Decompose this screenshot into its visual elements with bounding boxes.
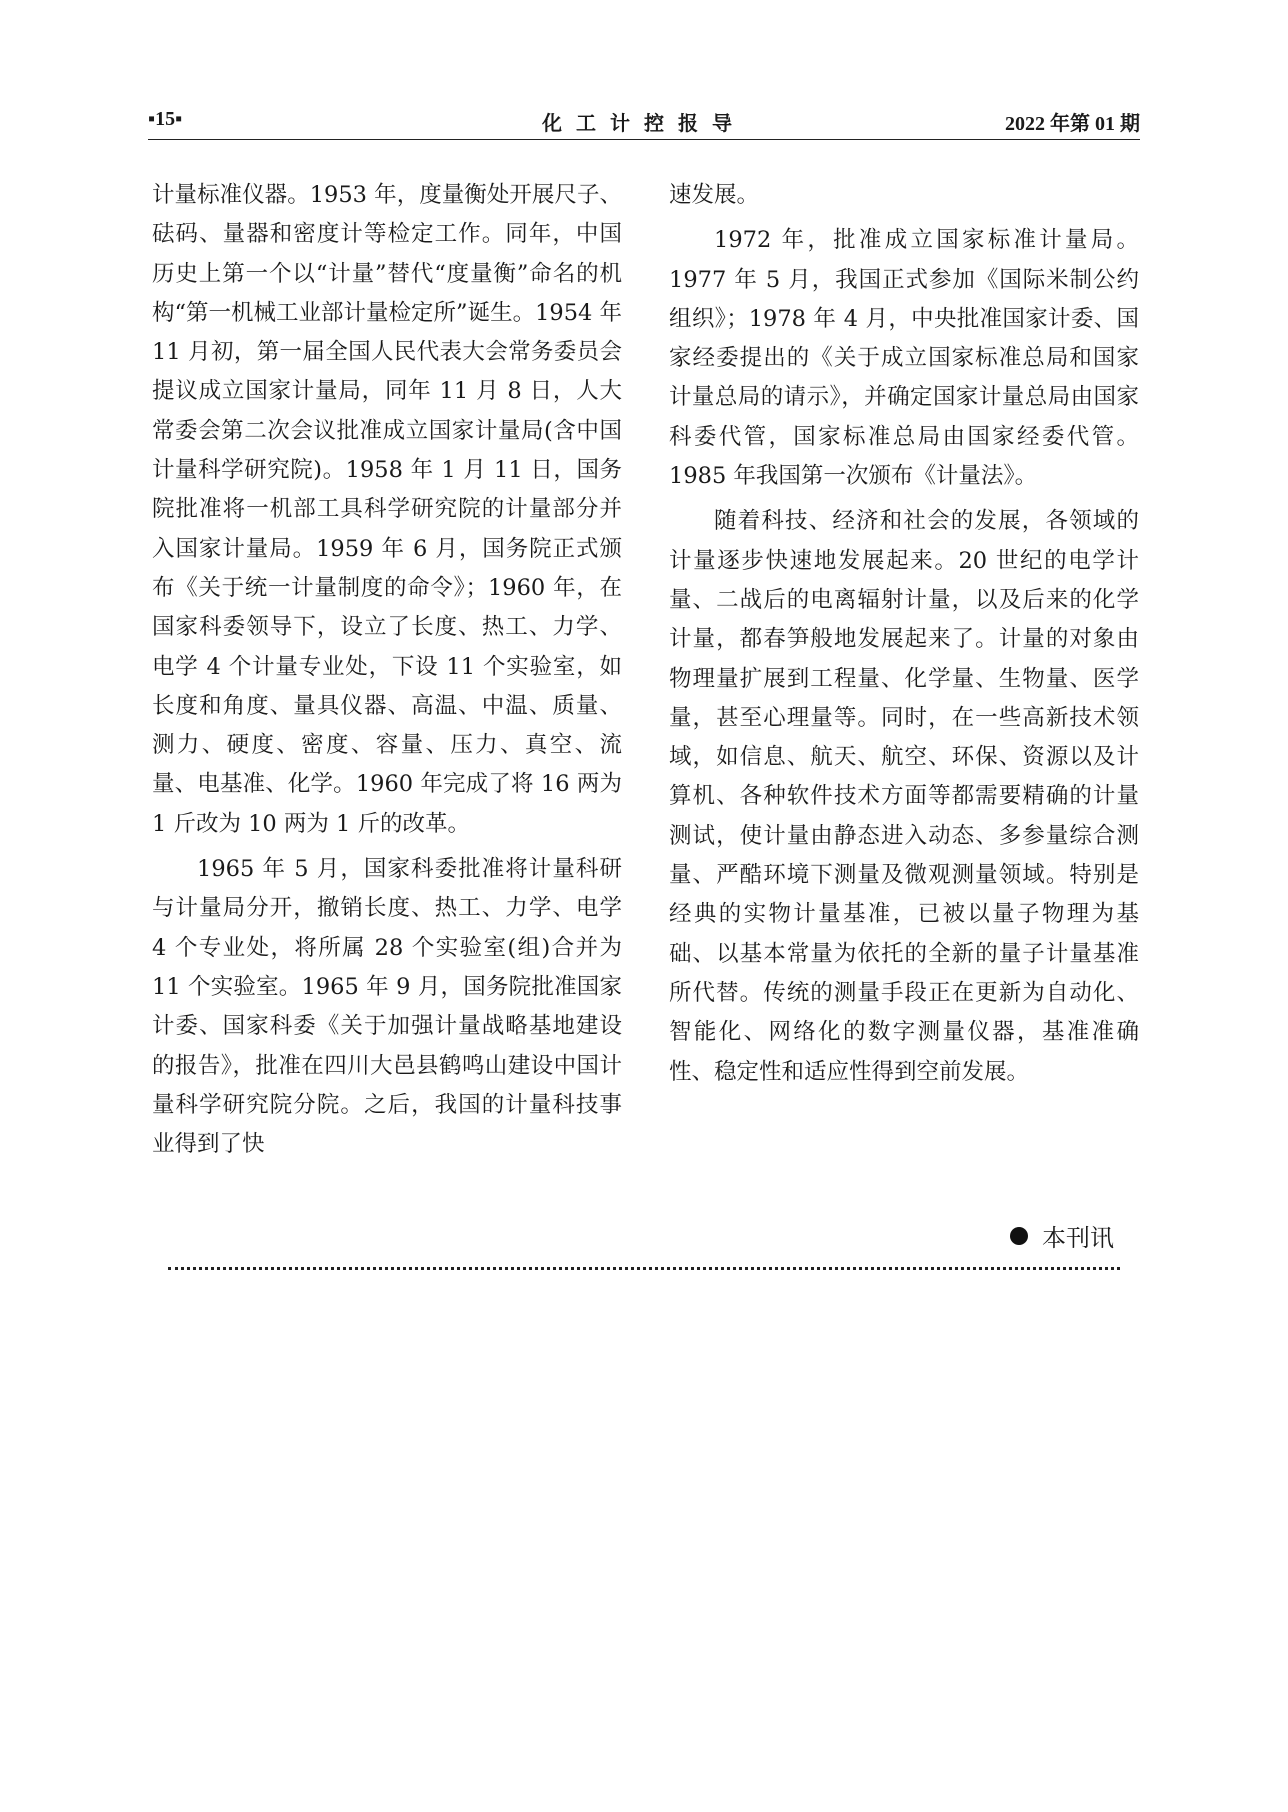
byline	[1010, 1218, 1114, 1253]
header-rule	[148, 139, 1140, 140]
page-number: ▪15▪	[148, 108, 183, 130]
right-paragraph-1: 1972 年，批准成立国家标准计量局。1977 年 5 月，我国正式参加《国际米制公约组织》；1978 年 4 月，中央批准国家计委、国家经委提出的《关于成立国家标准总局和国家计量总局的请示》，并确定国家计量总局由国家科委代管，国家标准总局由国家经委代管。1985 年我国第一次颁布《计量法》。	[669, 227, 1139, 490]
bullet-dot-icon	[1010, 1227, 1028, 1245]
left-paragraph-1: 计量标准仪器。1953 年，度量衡处开展尺子、砝码、量器和密度计等检定工作。同年，中国历史上第一个以“计量”替代“度量衡”命名的机构“第一机械工业部计量检定所”诞生。1954 年 11 月初，第一届全国人民代表大会常务委员会提议成立国家计量局，同年 11 月 8 日，人大常委会第二次会议批准成立国家计量局(含中国计量科学研究院)。1958 年 1 月 11 日，国务院批准将一机部工具科学研究院的计量部分并入国家计量局。1959 年 6 月，国务院正式颁布《关于统一计量制度的命令》；1960 年，在国家科委领导下，设立了长度、热工、力学、电学 4 个计量专业处，下设 11 个实验室，如长度和角度、量具仪器、高温、中温、质量、测力、硬度、密度、容量、压力、真空、流量、电基准、化学。1960 年完成了将 16 两为 1 斤改为 10 两为 1 斤的改革。	[152, 182, 622, 837]
left-paragraph-2: 1965 年 5 月，国家科委批准将计量科研与计量局分开，撤销长度、热工、力学、电学 4 个专业处，将所属 28 个实验室(组)合并为 11 个实验室。1965 年 9 月，国务院批准国家计委、国家科委《关于加强计量战略基地建设的报告》，批准在四川大邑县鹤鸣山建设中国计量科学研究院分院。之后，我国的计量科技事业得到了快	[152, 856, 622, 1158]
byline-text: 本刊讯	[1042, 1224, 1114, 1252]
issue-number: 2022 年第 01 期	[1005, 113, 1140, 135]
running-header	[148, 104, 1140, 136]
dotted-divider	[168, 1267, 1120, 1270]
journal-title: 化工计控报导	[542, 113, 746, 135]
right-column	[669, 176, 1139, 1092]
right-paragraph-2: 随着科技、经济和社会的发展，各领域的计量逐步快速地发展起来。20 世纪的电学计量、二战后的电离辐射计量，以及后来的化学计量，都春笋般地发展起来了。计量的对象由物理量扩展到工程量、化学量、生物量、医学量，甚至心理量等。同时，在一些高新技术领域，如信息、航天、航空、环保、资源以及计算机、各种软件技术方面等都需要精确的计量测试，使计量由静态进入动态、多参量综合测量、严酷环境下测量及微观测量领域。特别是经典的实物计量基准，已被以量子物理为基础、以基本常量为依托的全新的量子计量基准所代替。传统的测量手段正在更新为自动化、智能化、网络化的数字测量仪器，基准准确性、稳定性和适应性得到空前发展。	[669, 508, 1139, 1085]
right-paragraph-0: 速发展。	[669, 182, 760, 208]
left-column	[152, 176, 622, 1164]
